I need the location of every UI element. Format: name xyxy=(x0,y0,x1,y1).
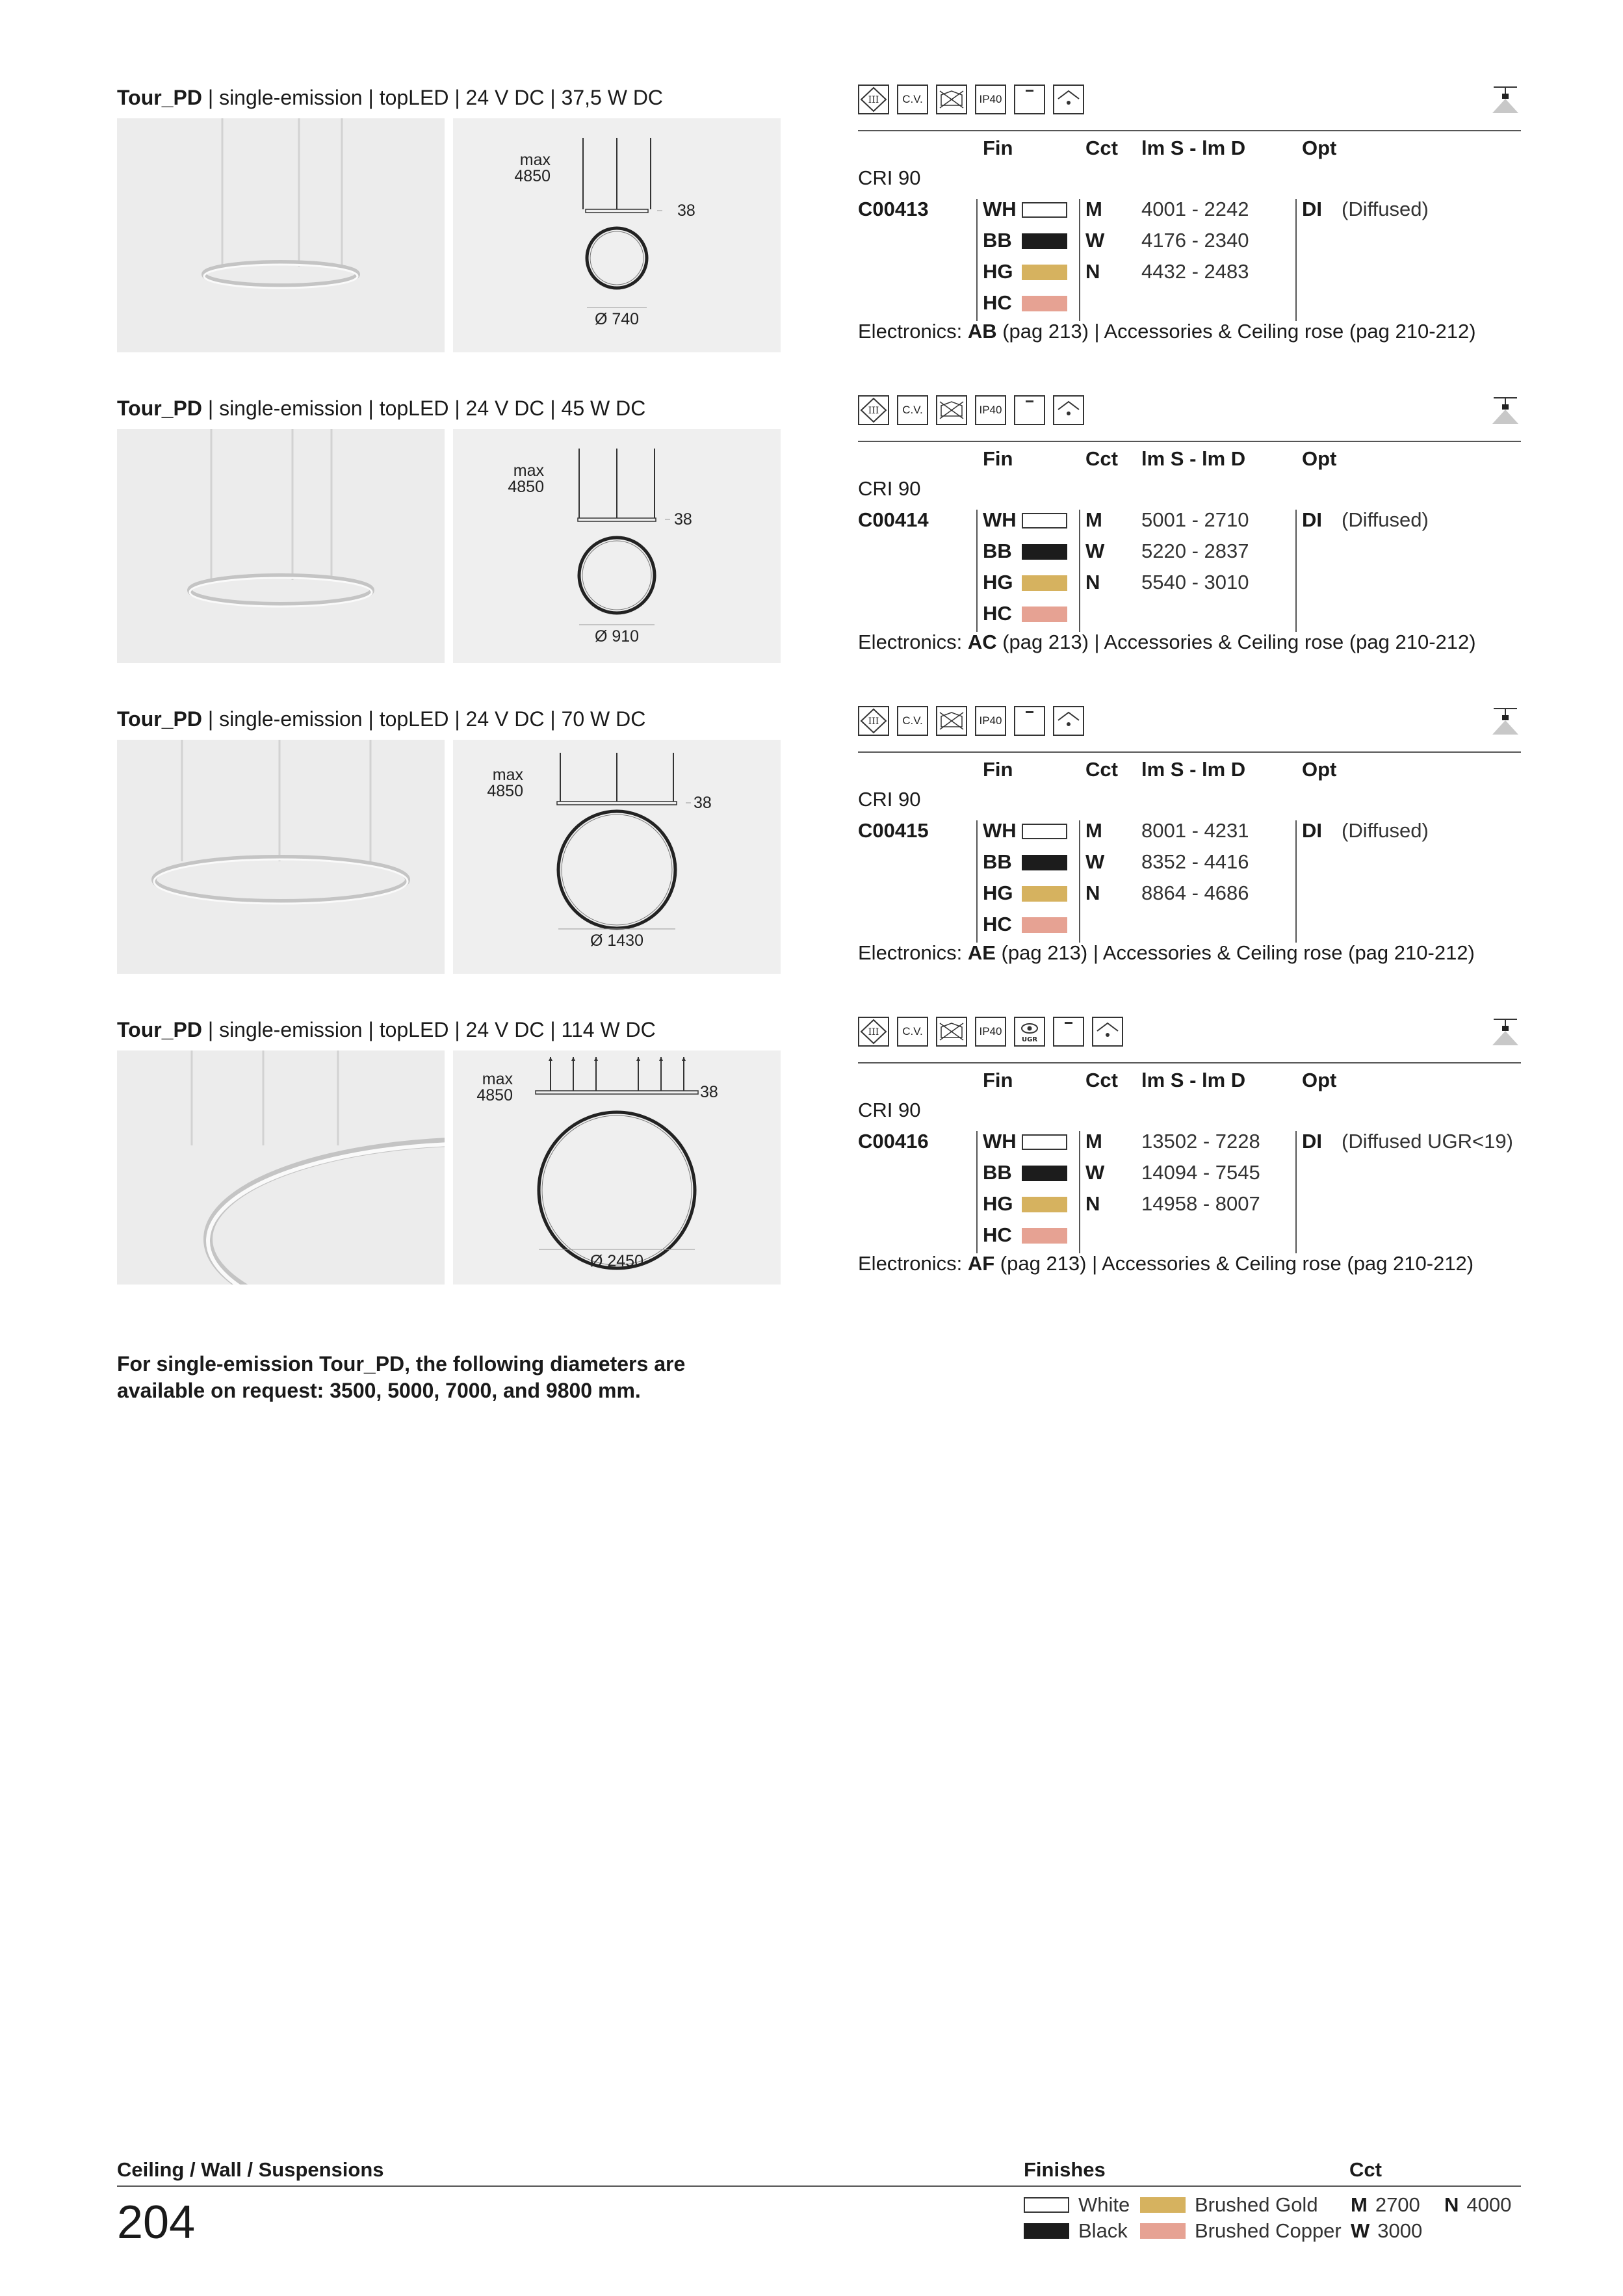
no-cover-icon xyxy=(936,706,967,736)
cri-label: CRI 90 xyxy=(858,1099,921,1121)
header-opt: Opt xyxy=(1302,137,1337,159)
finish-option-bb: BB xyxy=(983,228,1074,254)
ip40-icon: IP40 xyxy=(975,1017,1006,1047)
header-fin: Fin xyxy=(983,447,1013,470)
finish-legend-black: Black xyxy=(1024,2218,1128,2244)
finish-legend-brushed-gold: Brushed Gold xyxy=(1140,2192,1318,2218)
header-lumen: lm S - lm D xyxy=(1141,1069,1246,1091)
certification-icons xyxy=(858,706,1521,740)
certification-icons xyxy=(858,395,1521,429)
product-block xyxy=(0,395,1623,701)
cct-row-w: W 8352 - 4416 xyxy=(1085,849,1345,875)
height-dimension-label: 38 xyxy=(694,794,712,812)
iii-icon xyxy=(858,1017,889,1047)
finish-swatch xyxy=(1022,824,1067,839)
suspension-icon xyxy=(1014,706,1045,736)
finish-option-hg: HG xyxy=(983,259,1074,285)
lumen-values: 8352 - 4416 xyxy=(1141,850,1249,873)
height-dimension-label: 38 xyxy=(700,1083,718,1101)
height-dimension-label: 38 xyxy=(674,510,692,528)
pendant-lamp-icon xyxy=(1490,85,1521,114)
lumen-values: 4432 - 2483 xyxy=(1141,260,1249,283)
cct-row-n: N 5540 - 3010 xyxy=(1085,569,1345,595)
header-fin: Fin xyxy=(983,1069,1013,1091)
max-length-label: max xyxy=(519,151,551,169)
product-title: Tour_PD | single-emission | topLED | 24 V DC | 114 W DC xyxy=(117,1018,656,1041)
electronics-info: Electronics: AE (pag 213) | Accessories & Ceiling rose (pag 210-212) xyxy=(858,941,1475,964)
finish-swatch xyxy=(1022,855,1067,870)
spec-table xyxy=(858,706,1521,979)
footer-cct-title: Cct xyxy=(1349,2158,1382,2181)
cct-row-n: N 8864 - 4686 xyxy=(1085,880,1345,906)
spec-divider xyxy=(858,130,1521,131)
suspension-icon xyxy=(1014,85,1045,114)
product-title: Tour_PD | single-emission | topLED | 24 V DC | 70 W DC xyxy=(117,707,646,731)
spec-divider xyxy=(858,1062,1521,1063)
cct-legend-m: M 2700 xyxy=(1351,2193,1420,2216)
certification-icons xyxy=(858,85,1521,118)
optic-option: DI (Diffused) xyxy=(1302,198,1429,220)
electronics-info: Electronics: AC (pag 213) | Accessories & Ceiling rose (pag 210-212) xyxy=(858,631,1476,653)
finish-option-wh: WH xyxy=(983,507,1074,533)
cri-label: CRI 90 xyxy=(858,788,921,811)
cri-label: CRI 90 xyxy=(858,166,921,189)
height-dimension-label: 38 xyxy=(677,202,695,220)
header-cct: Cct xyxy=(1085,447,1118,470)
column-divider xyxy=(976,199,978,321)
ip40-icon: IP40 xyxy=(975,85,1006,114)
product-title: Tour_PD | single-emission | topLED | 24 V DC | 37,5 W DC xyxy=(117,86,664,109)
cct-row-m: M 4001 - 2242 xyxy=(1085,196,1345,222)
iii-icon xyxy=(858,706,889,736)
ceiling-mount-icon xyxy=(1053,706,1084,736)
footer-finishes-title: Finishes xyxy=(1024,2158,1106,2181)
certification-icons xyxy=(858,1017,1521,1050)
max-length-value: 4850 xyxy=(487,782,523,800)
finish-swatch-brushed-gold xyxy=(1140,2197,1186,2213)
header-cct: Cct xyxy=(1085,758,1118,781)
finish-option-hg: HG xyxy=(983,1191,1074,1217)
product-photo xyxy=(117,429,445,663)
spec-divider xyxy=(858,441,1521,442)
header-cct: Cct xyxy=(1085,1069,1118,1091)
spec-divider xyxy=(858,751,1521,753)
cct-row-w: W 5220 - 2837 xyxy=(1085,538,1345,564)
iii-icon xyxy=(858,395,889,425)
finish-option-wh: WH xyxy=(983,196,1074,222)
finish-option-hc: HC xyxy=(983,601,1074,627)
column-divider xyxy=(976,510,978,632)
c-v-icon: C.V. xyxy=(897,706,928,736)
header-fin: Fin xyxy=(983,758,1013,781)
diameter-label: Ø 2450 xyxy=(590,1252,643,1270)
finish-swatch xyxy=(1022,513,1067,528)
product-block xyxy=(0,706,1623,1011)
product-code: C00415 xyxy=(858,819,929,842)
finish-swatch xyxy=(1022,296,1067,311)
product-code: C00413 xyxy=(858,198,929,220)
lumen-values: 4001 - 2242 xyxy=(1141,198,1249,220)
column-divider xyxy=(1079,510,1080,632)
no-cover-icon xyxy=(936,395,967,425)
page-number: 204 xyxy=(117,2197,196,2249)
column-divider xyxy=(1079,820,1080,943)
svg-text:III: III xyxy=(868,716,879,727)
technical-drawing xyxy=(453,429,781,663)
cri-label: CRI 90 xyxy=(858,477,921,500)
optic-option: DI (Diffused UGR<19) xyxy=(1302,1130,1513,1153)
ip40-icon: IP40 xyxy=(975,395,1006,425)
technical-drawing xyxy=(453,1050,781,1285)
footer-section-title: Ceiling / Wall / Suspensions xyxy=(117,2158,384,2181)
finish-option-hg: HG xyxy=(983,569,1074,595)
cct-row-w: W 4176 - 2340 xyxy=(1085,228,1345,254)
availability-note: For single-emission Tour_PD, the following diameters are available on request: 3500, 5000, 7000, and 9800 mm. xyxy=(117,1352,686,1402)
finish-swatch xyxy=(1022,575,1067,591)
svg-text:UGR: UGR xyxy=(1021,1036,1038,1043)
max-length-value: 4850 xyxy=(476,1086,513,1104)
spec-table xyxy=(858,85,1521,358)
optic-option: DI (Diffused) xyxy=(1302,508,1429,531)
technical-drawing xyxy=(453,118,781,352)
column-divider xyxy=(976,820,978,943)
product-photo xyxy=(117,740,445,974)
electronics-info: Electronics: AB (pag 213) | Accessories & Ceiling rose (pag 210-212) xyxy=(858,320,1476,343)
spec-table xyxy=(858,395,1521,668)
finish-option-hc: HC xyxy=(983,1222,1074,1248)
ip40-icon: IP40 xyxy=(975,706,1006,736)
footer-divider xyxy=(117,2185,1521,2187)
pendant-lamp-icon xyxy=(1490,395,1521,425)
finish-swatch xyxy=(1022,886,1067,902)
cct-legend-n: N 4000 xyxy=(1444,2193,1512,2216)
product-photo xyxy=(117,118,445,352)
lumen-values: 5001 - 2710 xyxy=(1141,508,1249,531)
pendant-lamp-icon xyxy=(1490,706,1521,736)
iii-icon xyxy=(858,85,889,114)
finish-option-bb: BB xyxy=(983,538,1074,564)
cct-legend-w: W 3000 xyxy=(1351,2219,1423,2242)
lumen-values: 5220 - 2837 xyxy=(1141,540,1249,562)
lumen-values: 8864 - 4686 xyxy=(1141,881,1249,904)
c-v-icon: C.V. xyxy=(897,1017,928,1047)
finish-option-hc: HC xyxy=(983,911,1074,937)
finish-option-wh: WH xyxy=(983,818,1074,844)
finish-option-hg: HG xyxy=(983,880,1074,906)
pendant-lamp-icon xyxy=(1490,1017,1521,1047)
technical-drawing xyxy=(453,740,781,974)
cct-row-n: N 14958 - 8007 xyxy=(1085,1191,1345,1217)
finish-swatch-white xyxy=(1024,2197,1069,2213)
svg-text:III: III xyxy=(868,1027,879,1037)
lumen-values: 4176 - 2340 xyxy=(1141,229,1249,252)
finish-option-bb: BB xyxy=(983,1160,1074,1186)
no-cover-icon xyxy=(936,85,967,114)
header-cct: Cct xyxy=(1085,137,1118,159)
product-block xyxy=(0,1017,1623,1322)
lumen-values: 14958 - 8007 xyxy=(1141,1192,1260,1215)
c-v-icon: C.V. xyxy=(897,395,928,425)
lumen-values: 13502 - 7228 xyxy=(1141,1130,1260,1153)
header-fin: Fin xyxy=(983,137,1013,159)
cct-row-m: M 5001 - 2710 xyxy=(1085,507,1345,533)
finish-swatch-black xyxy=(1024,2223,1069,2239)
diameter-label: Ø 740 xyxy=(594,310,640,328)
finish-swatch xyxy=(1022,1166,1067,1181)
max-length-label: max xyxy=(513,462,544,480)
lumen-values: 14094 - 7545 xyxy=(1141,1161,1260,1184)
max-length-value: 4850 xyxy=(508,478,544,496)
product-code: C00416 xyxy=(858,1130,929,1153)
suspension-icon xyxy=(1053,1017,1084,1047)
optic-option: DI (Diffused) xyxy=(1302,819,1429,842)
c-v-icon: C.V. xyxy=(897,85,928,114)
header-lumen: lm S - lm D xyxy=(1141,447,1246,470)
suspension-icon xyxy=(1014,395,1045,425)
header-opt: Opt xyxy=(1302,758,1337,781)
cct-row-m: M 8001 - 4231 xyxy=(1085,818,1345,844)
finish-swatch xyxy=(1022,1197,1067,1212)
ugr-icon xyxy=(1014,1017,1045,1047)
max-length-label: max xyxy=(482,1070,513,1088)
electronics-info: Electronics: AF (pag 213) | Accessories & Ceiling rose (pag 210-212) xyxy=(858,1252,1474,1275)
finish-swatch xyxy=(1022,233,1067,249)
finish-swatch-brushed-copper xyxy=(1140,2223,1186,2239)
lumen-values: 5540 - 3010 xyxy=(1141,571,1249,594)
product-title: Tour_PD | single-emission | topLED | 24 V DC | 45 W DC xyxy=(117,397,646,420)
diameter-label: Ø 1430 xyxy=(590,932,643,950)
svg-text:III: III xyxy=(868,406,879,416)
cct-row-m: M 13502 - 7228 xyxy=(1085,1128,1345,1155)
finish-swatch xyxy=(1022,1228,1067,1244)
ceiling-mount-icon xyxy=(1053,85,1084,114)
svg-text:III: III xyxy=(868,95,879,105)
diameter-label: Ø 910 xyxy=(594,627,640,646)
header-lumen: lm S - lm D xyxy=(1141,758,1246,781)
finish-swatch xyxy=(1022,1134,1067,1150)
finish-legend-brushed-copper: Brushed Copper xyxy=(1140,2218,1342,2244)
max-length-label: max xyxy=(492,766,523,784)
no-cover-icon xyxy=(936,1017,967,1047)
finish-swatch xyxy=(1022,607,1067,622)
finish-swatch xyxy=(1022,544,1067,560)
product-photo xyxy=(117,1050,445,1285)
ceiling-mount-icon xyxy=(1092,1017,1123,1047)
cct-row-n: N 4432 - 2483 xyxy=(1085,259,1345,285)
finish-legend-white: White xyxy=(1024,2192,1130,2218)
cct-row-w: W 14094 - 7545 xyxy=(1085,1160,1345,1186)
finish-option-wh: WH xyxy=(983,1128,1074,1155)
max-length-value: 4850 xyxy=(514,167,551,185)
finish-option-bb: BB xyxy=(983,849,1074,875)
header-lumen: lm S - lm D xyxy=(1141,137,1246,159)
finish-swatch xyxy=(1022,917,1067,933)
header-opt: Opt xyxy=(1302,1069,1337,1091)
product-block xyxy=(0,85,1623,390)
finish-option-hc: HC xyxy=(983,290,1074,316)
lumen-values: 8001 - 4231 xyxy=(1141,819,1249,842)
header-opt: Opt xyxy=(1302,447,1337,470)
column-divider xyxy=(1079,1131,1080,1253)
column-divider xyxy=(976,1131,978,1253)
product-code: C00414 xyxy=(858,508,929,531)
spec-table xyxy=(858,1017,1521,1290)
finish-swatch xyxy=(1022,265,1067,280)
ceiling-mount-icon xyxy=(1053,395,1084,425)
column-divider xyxy=(1079,199,1080,321)
finish-swatch xyxy=(1022,202,1067,218)
